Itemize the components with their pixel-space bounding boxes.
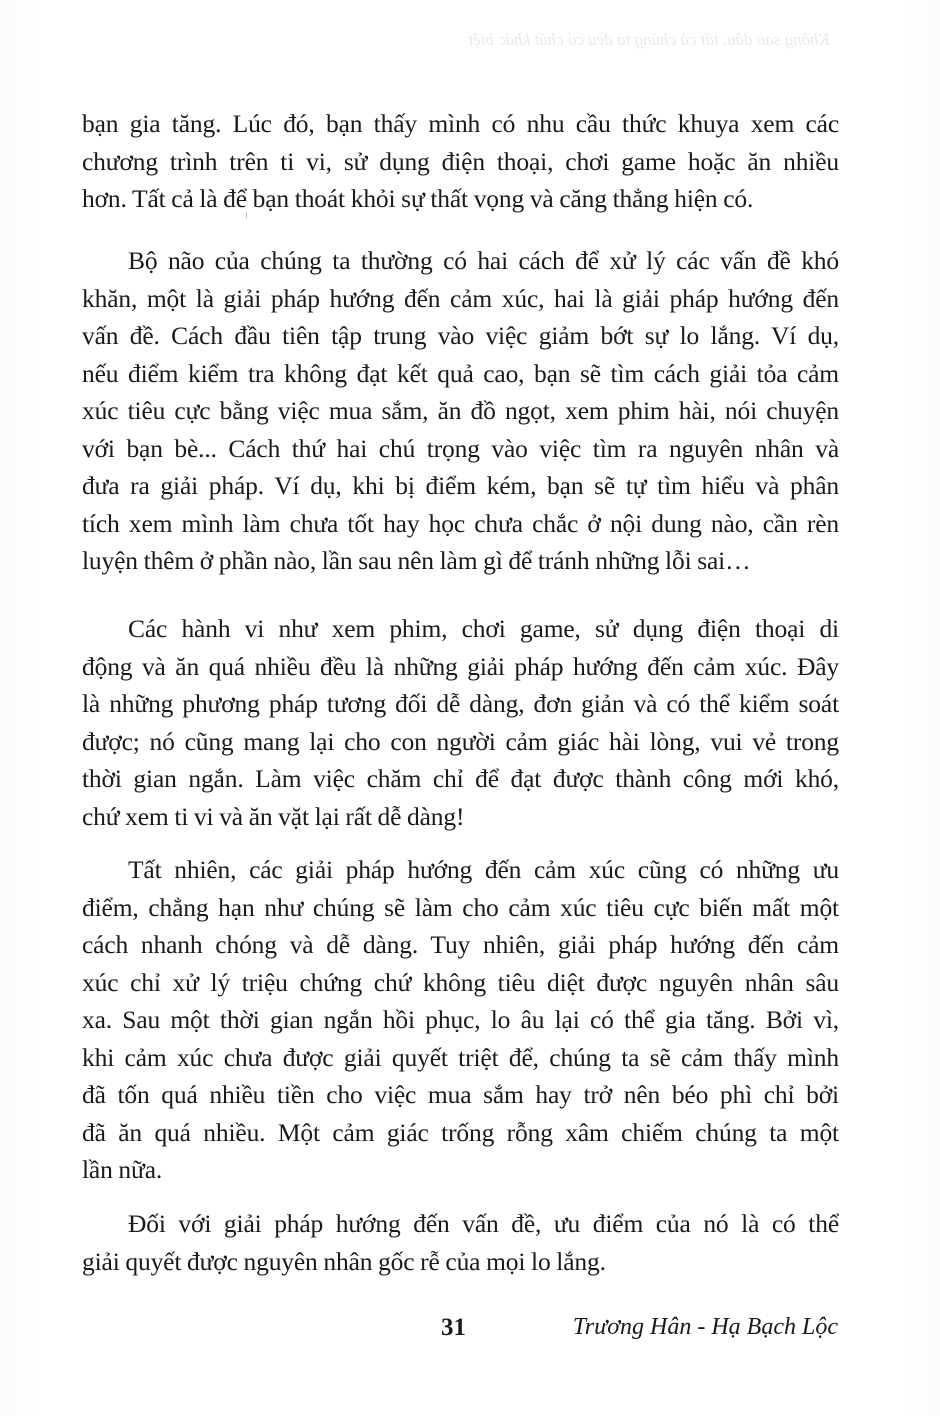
paragraph-4 xyxy=(82,851,839,1189)
text-line: khi cảm xúc chưa được giải quyết triệt để, chúng ta sẽ cảm thấy mình xyxy=(82,1042,839,1072)
text-line: xúc tiêu cực bằng việc mua sắm, ăn đồ ngọt, xem phim hài, nói chuyện xyxy=(82,396,839,425)
text-line: với bạn bè... Cách thứ hai chú trọng vào việc tìm ra nguyên nhân và xyxy=(82,433,839,463)
text-line: Các hành vi như xem phim, chơi game, sử dụng điện thoại di xyxy=(128,614,839,643)
page-footer xyxy=(0,1314,940,1354)
page-number: 31 xyxy=(441,1314,466,1341)
text-line: xa. Sau một thời gian ngắn hồi phục, lo âu lại có thể gia tăng. Bởi vì, xyxy=(82,1005,839,1034)
text-line: đã ăn quá nhiều. Một cảm giác trống rỗng xâm chiếm chúng ta một xyxy=(82,1117,839,1147)
text-line: xúc chỉ xử lý triệu chứng chứ không tiêu diệt được nguyên nhân sâu xyxy=(82,967,839,997)
text-line: chứ xem ti vi và ăn vặt lại rất dễ dàng! xyxy=(82,801,465,831)
text-line: điểm, chẳng hạn như chúng sẽ làm cho cảm xúc tiêu cực biến mất một xyxy=(82,892,839,922)
text-line: Bộ não của chúng ta thường có hai cách để xử lý các vấn đề khó xyxy=(128,246,839,275)
text-line: nếu điểm kiểm tra không đạt kết quả cao, bạn sẽ tìm cách giải tỏa cảm xyxy=(82,358,839,388)
text-line: đưa ra giải pháp. Ví dụ, khi bị điểm kém, bạn sẽ tự tìm hiểu và phân xyxy=(82,471,839,500)
author-name: Trương Hân - Hạ Bạch Lộc xyxy=(572,1314,838,1340)
text-line: bạn gia tăng. Lúc đó, bạn thấy mình có nhu cầu thức khuya xem các xyxy=(82,109,839,138)
text-line: được; nó cũng mang lại cho con người cảm giác hài lòng, vui vẻ trong xyxy=(82,726,839,756)
text-line: Tất nhiên, các giải pháp hướng đến cảm xúc cũng có những ưu xyxy=(128,855,839,884)
text-line: đã tốn quá nhiều tiền cho việc mua sắm hay trở nên béo phì chỉ bởi xyxy=(82,1080,839,1109)
paragraph-2 xyxy=(82,242,839,580)
paragraph-3 xyxy=(82,610,839,835)
text-line: luyện thêm ở phần nào, lần sau nên làm gì để tránh những lỗi sai… xyxy=(82,546,751,575)
text-line: khăn, một là giải pháp hướng đến cảm xúc, hai là giải pháp hướng đến xyxy=(82,283,839,313)
paragraph-1 xyxy=(82,105,839,218)
running-header-showthrough: Không sao đâu, tất cả chúng ta đều có chút khác biệt xyxy=(468,30,830,49)
text-line: tích xem mình làm chưa tốt hay học chưa chắc ở nội dung nào, cần rèn xyxy=(82,508,839,538)
text-line: chương trình trên ti vi, sử dụng điện thoại, chơi game hoặc ăn nhiều xyxy=(82,146,839,176)
text-line: hơn. Tất cả là để bạn thoát khỏi sự thất vọng và căng thẳng hiện có. xyxy=(82,184,754,213)
text-line: thời gian ngắn. Làm việc chăm chỉ để đạt được thành công mới khó, xyxy=(82,764,839,793)
text-line: giải quyết được nguyên nhân gốc rễ của mọi lo lắng. xyxy=(82,1246,606,1276)
text-line: Đối với giải pháp hướng đến vấn đề, ưu điểm của nó là có thể xyxy=(128,1209,839,1238)
paragraph-5 xyxy=(82,1205,839,1280)
text-line: lần nữa. xyxy=(82,1155,163,1184)
text-line: vấn đề. Cách đầu tiên tập trung vào việc giảm bớt sự lo lắng. Ví dụ, xyxy=(82,321,839,350)
text-line: là những phương pháp tương đối dễ dàng, đơn giản và có thể kiểm soát xyxy=(82,689,839,718)
text-line: cách nhanh chóng và dễ dàng. Tuy nhiên, giải pháp hướng đến cảm xyxy=(82,930,839,959)
text-line: động và ăn quá nhiều đều là những giải pháp hướng đến cảm xúc. Đây xyxy=(82,651,839,681)
